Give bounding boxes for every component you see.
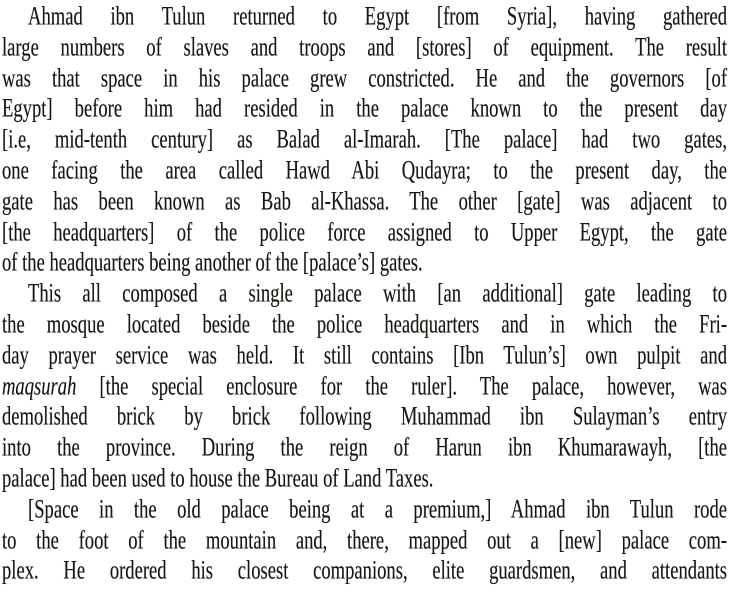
text-line: gate has been known as Bab al-Khassa. The other [gate] was adjacent to [2,187,728,216]
paragraph-2 [2,279,727,495]
text-line: into the province. During the reign of Harun ibn Khumarawayh, [the [2,433,728,463]
text-segment: [the special enclosure for the ruler]. The palace, however, was [99,372,728,401]
text-line: plex. He ordered his closest companions, elite guardsmen, and attendants [2,556,728,586]
paragraph-3 [2,495,727,587]
text-line: palace] had been used to house the Bureau of Land Taxes. [2,464,434,494]
text-line: [i.e, mid-tenth century] as Balad al-Imarah. [The palace] had two gates, [2,125,728,155]
italic-term: maqsurah [2,372,77,401]
text-line: of the headquarters being another of the [palace’s] gates. [2,248,423,278]
text-line: to the foot of the mountain and, there, mapped out a [new] palace com- [2,526,728,555]
text-line: was that space in his palace grew constricted. He and the governors [of [2,64,728,93]
text-line: This all composed a single palace with [an additional] gate leading to [28,279,728,309]
text-line: [the headquarters] of the police force assigned to Upper Egypt, the gate [2,218,728,247]
text-line: Egypt] before him had resided in the palace known to the present day [2,94,728,124]
text-line: day prayer service was held. It still contains [Ibn Tulun’s] own pulpit and [2,341,728,370]
text-line: Ahmad ibn Tulun returned to Egypt [from Syria], having gathered [28,2,728,32]
text-line: demolished brick by brick following Muhammad ibn Sulayman’s entry [2,402,728,432]
text-line: one facing the area called Hawd Abi Qudayra; to the present day, the [2,156,728,186]
text-line: large numbers of slaves and troops and [stores] of equipment. The result [2,33,728,62]
text-line: [Space in the old palace being at a premium,] Ahmad ibn Tulun rode [28,495,728,524]
paragraph-1 [2,2,727,279]
text-line: the mosque located beside the police headquarters and in which the Fri- [2,310,728,340]
